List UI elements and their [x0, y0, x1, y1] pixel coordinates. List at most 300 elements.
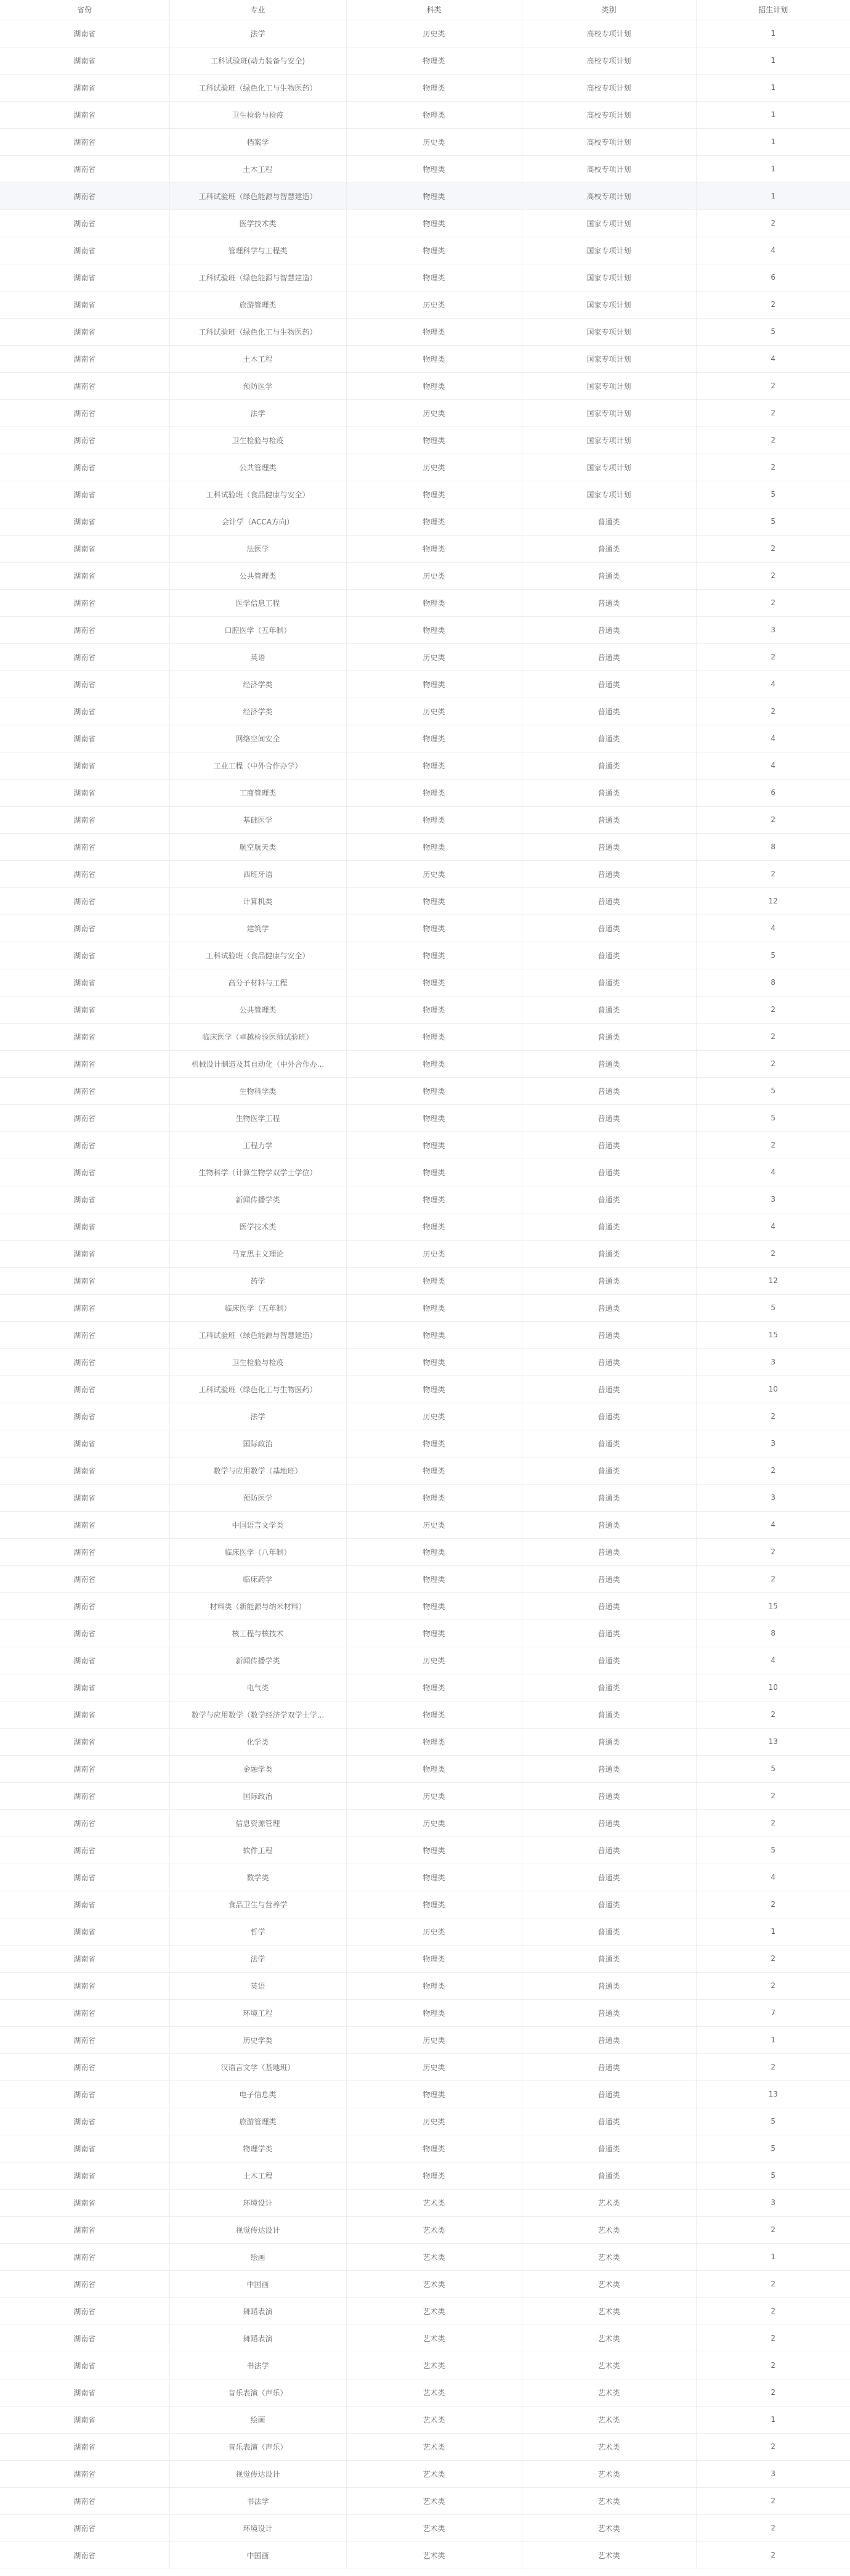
table-row[interactable] [0, 2243, 850, 2270]
table-row[interactable] [0, 1240, 850, 1267]
cell-subject: 历史类 [346, 128, 522, 155]
cell-plan: 3 [696, 616, 850, 643]
cell-category: 艺术类 [522, 2189, 696, 2216]
table-row[interactable] [0, 725, 850, 752]
table-row[interactable] [0, 264, 850, 291]
cell-province: 湖南省 [0, 128, 169, 155]
cell-category: 普通类 [522, 508, 696, 535]
table-row[interactable] [0, 2352, 850, 2379]
cell-plan: 2 [696, 2216, 850, 2243]
column-header-province: 省份 [0, 0, 169, 20]
cell-province: 湖南省 [0, 2162, 169, 2189]
table-row[interactable] [0, 562, 850, 589]
table-row[interactable] [0, 887, 850, 915]
cell-category: 普通类 [522, 1430, 696, 1457]
cell-province: 湖南省 [0, 969, 169, 996]
cell-major: 绘画 [169, 2406, 346, 2433]
table-row[interactable] [0, 1592, 850, 1620]
table-row[interactable] [0, 345, 850, 372]
cell-category: 艺术类 [522, 2297, 696, 2325]
table-row[interactable] [0, 399, 850, 426]
cell-province: 湖南省 [0, 1592, 169, 1620]
table-row[interactable] [0, 1430, 850, 1457]
table-row[interactable] [0, 1674, 850, 1701]
cell-major: 信息资源管理 [169, 1809, 346, 1836]
cell-subject: 物理类 [346, 725, 522, 752]
table-row[interactable] [0, 1511, 850, 1538]
table-row[interactable] [0, 2541, 850, 2569]
cell-major: 新闻传播学类 [169, 1647, 346, 1674]
table-row[interactable] [0, 2189, 850, 2216]
table-row[interactable] [0, 1620, 850, 1647]
cell-subject: 物理类 [346, 264, 522, 291]
cell-major: 工程力学 [169, 1131, 346, 1159]
table-row[interactable] [0, 291, 850, 318]
table-row[interactable] [0, 1701, 850, 1728]
table-row[interactable] [0, 1972, 850, 1999]
table-row[interactable] [0, 237, 850, 264]
cell-subject: 物理类 [346, 1945, 522, 1972]
table-row[interactable] [0, 182, 850, 210]
cell-category: 普通类 [522, 779, 696, 806]
table-row[interactable] [0, 1945, 850, 1972]
table-row[interactable] [0, 2379, 850, 2406]
cell-province: 湖南省 [0, 1918, 169, 1945]
table-row[interactable] [0, 1836, 850, 1864]
cell-subject: 艺术类 [346, 2325, 522, 2352]
table-row[interactable] [0, 155, 850, 182]
table-row[interactable] [0, 1755, 850, 1782]
table-row[interactable] [0, 2297, 850, 2325]
cell-major: 国际政治 [169, 1782, 346, 1809]
cell-plan: 2 [696, 1809, 850, 1836]
cell-subject: 物理类 [346, 481, 522, 508]
cell-province: 湖南省 [0, 1891, 169, 1918]
cell-category: 普通类 [522, 1755, 696, 1782]
table-row[interactable] [0, 1159, 850, 1186]
table-row[interactable] [0, 318, 850, 345]
table-row[interactable] [0, 1131, 850, 1159]
cell-province: 湖南省 [0, 1294, 169, 1321]
cell-plan: 2 [696, 860, 850, 887]
cell-category: 普通类 [522, 1050, 696, 1077]
table-row[interactable] [0, 1321, 850, 1348]
cell-major: 英语 [169, 1972, 346, 1999]
cell-major: 舞蹈表演 [169, 2297, 346, 2325]
cell-category: 艺术类 [522, 2541, 696, 2569]
table-row[interactable] [0, 2135, 850, 2162]
cell-subject: 历史类 [346, 643, 522, 670]
cell-plan: 4 [696, 725, 850, 752]
cell-major: 数学类 [169, 1864, 346, 1891]
table-row[interactable] [0, 2487, 850, 2514]
cell-category: 普通类 [522, 1728, 696, 1755]
cell-subject: 历史类 [346, 1918, 522, 1945]
table-row[interactable] [0, 616, 850, 643]
cell-province: 湖南省 [0, 996, 169, 1023]
cell-plan: 5 [696, 508, 850, 535]
cell-category: 普通类 [522, 1565, 696, 1592]
table-row[interactable] [0, 2162, 850, 2189]
table-row[interactable] [0, 2108, 850, 2135]
cell-plan: 2 [696, 2053, 850, 2081]
cell-category: 普通类 [522, 1186, 696, 1213]
cell-province: 湖南省 [0, 1511, 169, 1538]
table-row[interactable] [0, 752, 850, 779]
cell-province: 湖南省 [0, 2108, 169, 2135]
table-row[interactable] [0, 426, 850, 454]
cell-major: 环境设计 [169, 2189, 346, 2216]
cell-province: 湖南省 [0, 508, 169, 535]
cell-category: 普通类 [522, 1348, 696, 1376]
cell-major: 卫生检验与检疫 [169, 426, 346, 454]
cell-category: 普通类 [522, 1620, 696, 1647]
cell-major: 书法学 [169, 2487, 346, 2514]
cell-major: 工科试验班（绿色能源与智慧建造） [169, 182, 346, 210]
cell-subject: 物理类 [346, 426, 522, 454]
cell-category: 高校专项计划 [522, 128, 696, 155]
table-row[interactable] [0, 2081, 850, 2108]
table-row[interactable] [0, 806, 850, 833]
table-row[interactable] [0, 1403, 850, 1430]
cell-plan: 2 [696, 1131, 850, 1159]
cell-category: 国家专项计划 [522, 426, 696, 454]
cell-subject: 物理类 [346, 1592, 522, 1620]
table-row[interactable] [0, 915, 850, 942]
table-row[interactable] [0, 1186, 850, 1213]
cell-major: 预防医学 [169, 1484, 346, 1511]
cell-subject: 物理类 [346, 779, 522, 806]
cell-major: 临床医学（卓越检验医师试验班） [169, 1023, 346, 1050]
cell-major: 工科试验班（绿色化工与生物医药） [169, 74, 346, 101]
cell-plan: 4 [696, 915, 850, 942]
cell-plan: 3 [696, 2460, 850, 2487]
cell-plan: 1 [696, 74, 850, 101]
table-row[interactable] [0, 2216, 850, 2243]
cell-category: 普通类 [522, 1674, 696, 1701]
table-row[interactable] [0, 372, 850, 399]
cell-major: 马克思主义理论 [169, 1240, 346, 1267]
table-row[interactable] [0, 1538, 850, 1565]
cell-major: 法学 [169, 1945, 346, 1972]
cell-plan: 2 [696, 1457, 850, 1484]
cell-subject: 物理类 [346, 1430, 522, 1457]
cell-major: 公共管理类 [169, 562, 346, 589]
cell-subject: 物理类 [346, 1701, 522, 1728]
cell-subject: 物理类 [346, 345, 522, 372]
cell-subject: 艺术类 [346, 2433, 522, 2460]
cell-plan: 4 [696, 1647, 850, 1674]
cell-category: 普通类 [522, 969, 696, 996]
cell-category: 普通类 [522, 2108, 696, 2135]
table-row[interactable] [0, 1104, 850, 1131]
cell-major: 机械设计制造及其自动化（中外合作办... [169, 1050, 346, 1077]
table-row[interactable] [0, 128, 850, 155]
cell-plan: 4 [696, 345, 850, 372]
cell-category: 普通类 [522, 1918, 696, 1945]
cell-plan: 8 [696, 833, 850, 860]
cell-plan: 4 [696, 752, 850, 779]
cell-major: 法学 [169, 399, 346, 426]
cell-major: 数学与应用数学（基地班） [169, 1457, 346, 1484]
cell-category: 艺术类 [522, 2243, 696, 2270]
cell-major: 土木工程 [169, 155, 346, 182]
cell-plan: 2 [696, 1403, 850, 1430]
cell-major: 旅游管理类 [169, 291, 346, 318]
cell-major: 历史学类 [169, 2026, 346, 2053]
cell-subject: 物理类 [346, 47, 522, 74]
cell-major: 环境工程 [169, 1999, 346, 2026]
cell-major: 生物科学类 [169, 1077, 346, 1104]
table-row[interactable] [0, 1891, 850, 1918]
cell-plan: 5 [696, 1104, 850, 1131]
cell-major: 工商管理类 [169, 779, 346, 806]
cell-province: 湖南省 [0, 2406, 169, 2433]
cell-province: 湖南省 [0, 1240, 169, 1267]
cell-major: 电子信息类 [169, 2081, 346, 2108]
cell-category: 艺术类 [522, 2487, 696, 2514]
cell-category: 普通类 [522, 643, 696, 670]
table-row[interactable] [0, 535, 850, 562]
cell-plan: 6 [696, 779, 850, 806]
cell-plan: 2 [696, 1050, 850, 1077]
table-row[interactable] [0, 1864, 850, 1891]
table-row[interactable] [0, 454, 850, 481]
cell-category: 普通类 [522, 1484, 696, 1511]
table-row[interactable] [0, 20, 850, 47]
cell-category: 高校专项计划 [522, 182, 696, 210]
table-row[interactable] [0, 47, 850, 74]
cell-category: 普通类 [522, 1945, 696, 1972]
table-row[interactable] [0, 1294, 850, 1321]
cell-province: 湖南省 [0, 698, 169, 725]
table-row[interactable] [0, 1809, 850, 1836]
cell-subject: 物理类 [346, 1159, 522, 1186]
table-row[interactable] [0, 643, 850, 670]
table-row[interactable] [0, 1023, 850, 1050]
table-row[interactable] [0, 1782, 850, 1809]
table-row[interactable] [0, 1728, 850, 1755]
cell-province: 湖南省 [0, 725, 169, 752]
cell-subject: 物理类 [346, 2162, 522, 2189]
table-row[interactable] [0, 1213, 850, 1240]
table-row[interactable] [0, 1267, 850, 1294]
cell-plan: 2 [696, 372, 850, 399]
cell-province: 湖南省 [0, 1376, 169, 1403]
cell-province: 湖南省 [0, 210, 169, 237]
table-row[interactable] [0, 1647, 850, 1674]
table-row[interactable] [0, 2270, 850, 2297]
cell-subject: 物理类 [346, 1131, 522, 1159]
cell-subject: 历史类 [346, 2108, 522, 2135]
table-row[interactable] [0, 2406, 850, 2433]
cell-major: 物理学类 [169, 2135, 346, 2162]
cell-plan: 2 [696, 2433, 850, 2460]
cell-subject: 物理类 [346, 1348, 522, 1376]
cell-subject: 物理类 [346, 1755, 522, 1782]
table-row[interactable] [0, 210, 850, 237]
cell-major: 航空航天类 [169, 833, 346, 860]
table-row[interactable] [0, 996, 850, 1023]
cell-province: 湖南省 [0, 2026, 169, 2053]
cell-province: 湖南省 [0, 2325, 169, 2352]
cell-province: 湖南省 [0, 1186, 169, 1213]
cell-plan: 3 [696, 1186, 850, 1213]
cell-major: 会计学（ACCA方向） [169, 508, 346, 535]
cell-plan: 2 [696, 1023, 850, 1050]
cell-category: 艺术类 [522, 2514, 696, 2541]
cell-category: 普通类 [522, 1131, 696, 1159]
cell-category: 普通类 [522, 752, 696, 779]
cell-province: 湖南省 [0, 426, 169, 454]
cell-province: 湖南省 [0, 2189, 169, 2216]
table-row[interactable] [0, 2433, 850, 2460]
cell-major: 工科试验班（绿色化工与生物医药） [169, 318, 346, 345]
cell-major: 生物医学工程 [169, 1104, 346, 1131]
cell-plan: 1 [696, 2026, 850, 2053]
cell-major: 化学类 [169, 1728, 346, 1755]
cell-subject: 物理类 [346, 670, 522, 698]
table-row[interactable] [0, 1484, 850, 1511]
cell-province: 湖南省 [0, 1999, 169, 2026]
cell-category: 国家专项计划 [522, 372, 696, 399]
table-row[interactable] [0, 698, 850, 725]
cell-major: 临床医学（五年制） [169, 1294, 346, 1321]
cell-subject: 物理类 [346, 1972, 522, 1999]
table-row[interactable] [0, 779, 850, 806]
cell-subject: 物理类 [346, 1077, 522, 1104]
table-row[interactable] [0, 2053, 850, 2081]
cell-subject: 物理类 [346, 1836, 522, 1864]
cell-province: 湖南省 [0, 1267, 169, 1294]
cell-major: 工科试验班（绿色化工与生物医药） [169, 1376, 346, 1403]
cell-province: 湖南省 [0, 887, 169, 915]
table-row[interactable] [0, 2514, 850, 2541]
table-row[interactable] [0, 1077, 850, 1104]
cell-plan: 3 [696, 1348, 850, 1376]
cell-category: 普通类 [522, 1999, 696, 2026]
table-row[interactable] [0, 969, 850, 996]
cell-subject: 物理类 [346, 1728, 522, 1755]
cell-subject: 历史类 [346, 860, 522, 887]
cell-category: 普通类 [522, 670, 696, 698]
cell-category: 国家专项计划 [522, 210, 696, 237]
cell-plan: 3 [696, 2189, 850, 2216]
cell-category: 普通类 [522, 996, 696, 1023]
table-row[interactable] [0, 942, 850, 969]
cell-plan: 2 [696, 535, 850, 562]
cell-province: 湖南省 [0, 101, 169, 128]
cell-subject: 物理类 [346, 833, 522, 860]
table-row[interactable] [0, 2325, 850, 2352]
cell-subject: 物理类 [346, 2135, 522, 2162]
cell-subject: 历史类 [346, 1511, 522, 1538]
table-row[interactable] [0, 1918, 850, 1945]
table-row[interactable] [0, 670, 850, 698]
cell-province: 湖南省 [0, 2352, 169, 2379]
table-row[interactable] [0, 1999, 850, 2026]
cell-plan: 15 [696, 1321, 850, 1348]
cell-plan: 13 [696, 2081, 850, 2108]
cell-province: 湖南省 [0, 1836, 169, 1864]
cell-major: 公共管理类 [169, 996, 346, 1023]
table-row[interactable] [0, 1457, 850, 1484]
column-header-subject: 科类 [346, 0, 522, 20]
cell-plan: 7 [696, 1999, 850, 2026]
table-row[interactable] [0, 101, 850, 128]
cell-subject: 物理类 [346, 1538, 522, 1565]
cell-province: 湖南省 [0, 562, 169, 589]
cell-subject: 物理类 [346, 1050, 522, 1077]
table-row[interactable] [0, 1565, 850, 1592]
cell-category: 普通类 [522, 698, 696, 725]
table-row[interactable] [0, 833, 850, 860]
cell-subject: 物理类 [346, 101, 522, 128]
cell-category: 普通类 [522, 1213, 696, 1240]
cell-plan: 6 [696, 264, 850, 291]
cell-province: 湖南省 [0, 1647, 169, 1674]
cell-province: 湖南省 [0, 2081, 169, 2108]
cell-subject: 物理类 [346, 806, 522, 833]
table-row[interactable] [0, 1050, 850, 1077]
cell-category: 高校专项计划 [522, 20, 696, 47]
cell-subject: 物理类 [346, 155, 522, 182]
cell-category: 普通类 [522, 1376, 696, 1403]
cell-subject: 艺术类 [346, 2460, 522, 2487]
cell-major: 舞蹈表演 [169, 2325, 346, 2352]
cell-major: 汉语言文学（基地班） [169, 2053, 346, 2081]
cell-province: 湖南省 [0, 535, 169, 562]
cell-plan: 13 [696, 1728, 850, 1755]
table-row[interactable] [0, 1348, 850, 1376]
table-row[interactable] [0, 481, 850, 508]
cell-plan: 12 [696, 887, 850, 915]
cell-subject: 物理类 [346, 589, 522, 616]
cell-subject: 物理类 [346, 1294, 522, 1321]
cell-category: 普通类 [522, 833, 696, 860]
cell-province: 湖南省 [0, 1484, 169, 1511]
cell-category: 普通类 [522, 1864, 696, 1891]
table-row[interactable] [0, 74, 850, 101]
table-row[interactable] [0, 1376, 850, 1403]
cell-province: 湖南省 [0, 155, 169, 182]
cell-major: 生物科学（计算生物学双学士学位） [169, 1159, 346, 1186]
cell-plan: 1 [696, 47, 850, 74]
table-row[interactable] [0, 508, 850, 535]
cell-category: 普通类 [522, 1077, 696, 1104]
cell-major: 卫生检验与检疫 [169, 1348, 346, 1376]
cell-subject: 历史类 [346, 1782, 522, 1809]
cell-category: 国家专项计划 [522, 345, 696, 372]
cell-plan: 8 [696, 1620, 850, 1647]
table-row[interactable] [0, 589, 850, 616]
cell-major: 预防医学 [169, 372, 346, 399]
cell-plan: 5 [696, 1077, 850, 1104]
cell-subject: 物理类 [346, 182, 522, 210]
cell-province: 湖南省 [0, 264, 169, 291]
cell-category: 普通类 [522, 1538, 696, 1565]
cell-plan: 2 [696, 291, 850, 318]
cell-major: 工科试验班（绿色能源与智慧建造） [169, 264, 346, 291]
table-row[interactable] [0, 2026, 850, 2053]
table-row[interactable] [0, 2460, 850, 2487]
cell-plan: 2 [696, 1240, 850, 1267]
cell-category: 普通类 [522, 1104, 696, 1131]
cell-province: 湖南省 [0, 2487, 169, 2514]
cell-province: 湖南省 [0, 1864, 169, 1891]
cell-plan: 2 [696, 2541, 850, 2569]
table-row[interactable] [0, 860, 850, 887]
